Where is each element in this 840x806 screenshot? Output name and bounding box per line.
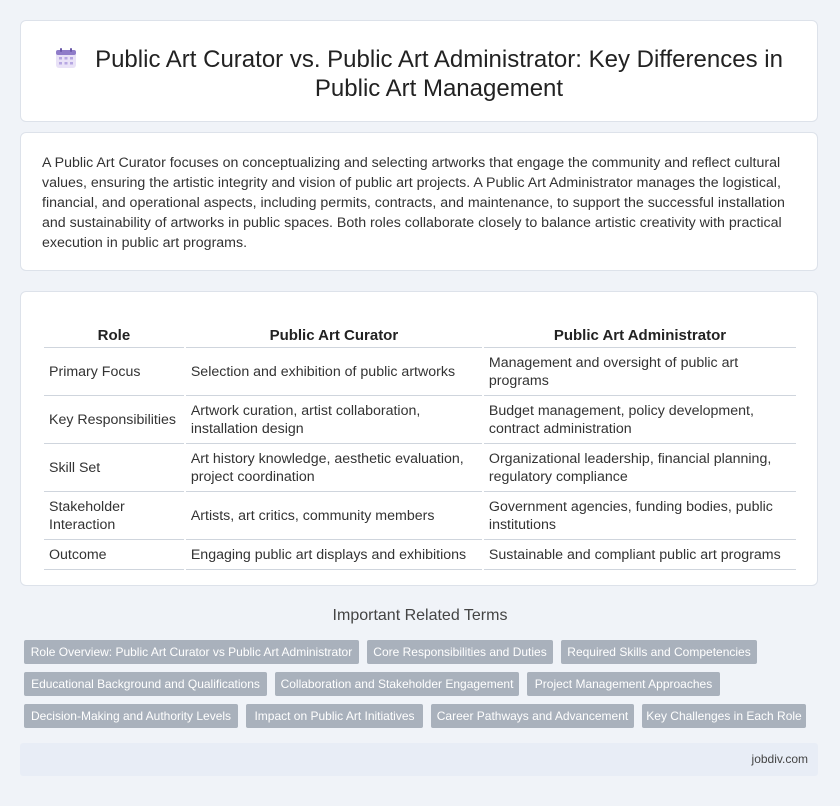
comparison-table-card bbox=[20, 291, 818, 586]
related-term-tag[interactable]: Career Pathways and Advancement bbox=[431, 704, 634, 728]
row-label: Stakeholder Interaction bbox=[44, 492, 184, 540]
table-row bbox=[44, 540, 796, 570]
related-term-tag[interactable]: Core Responsibilities and Duties bbox=[367, 640, 553, 664]
header-curator: Public Art Curator bbox=[186, 314, 482, 348]
table-row bbox=[44, 396, 796, 444]
intro-card bbox=[20, 132, 818, 271]
table-row bbox=[44, 444, 796, 492]
related-term-tag[interactable]: Key Challenges in Each Role bbox=[642, 704, 806, 728]
header-role: Role bbox=[44, 314, 184, 348]
intro-paragraph: A Public Art Curator focuses on conceptualizing and selecting artworks that engage the community and reflect cultural values, ensuring the artistic integrity and vision of public art projects. A Public Art Administrator manages the logistical, financial, and operational aspects, including permits, contracts, and maintenance, to support the successful installation and sustainability of artworks in public spaces. Both roles collaborate closely to balance artistic creativity with practical execution in public art programs. bbox=[42, 155, 785, 251]
table-row bbox=[44, 492, 796, 540]
related-term-tag[interactable]: Impact on Public Art Initiatives bbox=[246, 704, 423, 728]
curator-cell: Selection and exhibition of public artworks bbox=[186, 348, 482, 396]
related-term-tag[interactable]: Educational Background and Qualifications bbox=[24, 672, 267, 696]
footer bbox=[20, 743, 818, 776]
related-terms-title: Important Related Terms bbox=[332, 607, 508, 624]
comparison-table bbox=[42, 314, 798, 570]
row-label: Primary Focus bbox=[44, 348, 184, 396]
table-row bbox=[44, 348, 796, 396]
row-label: Skill Set bbox=[44, 444, 184, 492]
related-term-tag[interactable]: Collaboration and Stakeholder Engagement bbox=[275, 672, 519, 696]
administrator-cell: Budget management, policy development, contract administration bbox=[484, 396, 796, 444]
administrator-cell: Organizational leadership, financial planning, regulatory compliance bbox=[484, 444, 796, 492]
table-header-row bbox=[44, 314, 796, 348]
footer-site-link[interactable]: jobdiv.com bbox=[751, 752, 808, 766]
curator-cell: Artists, art critics, community members bbox=[186, 492, 482, 540]
row-label: Outcome bbox=[44, 540, 184, 570]
related-term-tag[interactable]: Role Overview: Public Art Curator vs Public Art Administrator bbox=[24, 640, 359, 664]
related-term-tag[interactable]: Project Management Approaches bbox=[527, 672, 720, 696]
administrator-cell: Sustainable and compliant public art programs bbox=[484, 540, 796, 570]
related-term-tag[interactable]: Decision-Making and Authority Levels bbox=[24, 704, 238, 728]
administrator-cell: Government agencies, funding bodies, public institutions bbox=[484, 492, 796, 540]
curator-cell: Art history knowledge, aesthetic evaluation, project coordination bbox=[186, 444, 482, 492]
title-card bbox=[20, 20, 818, 122]
header-administrator: Public Art Administrator bbox=[484, 314, 796, 348]
page-title: Public Art Curator vs. Public Art Administrator: Key Differences in Public Art Management bbox=[95, 46, 783, 102]
curator-cell: Artwork curation, artist collaboration, installation design bbox=[186, 396, 482, 444]
calendar-icon bbox=[55, 47, 77, 69]
related-term-tag[interactable]: Required Skills and Competencies bbox=[561, 640, 757, 664]
administrator-cell: Management and oversight of public art programs bbox=[484, 348, 796, 396]
curator-cell: Engaging public art displays and exhibitions bbox=[186, 540, 482, 570]
row-label: Key Responsibilities bbox=[44, 396, 184, 444]
